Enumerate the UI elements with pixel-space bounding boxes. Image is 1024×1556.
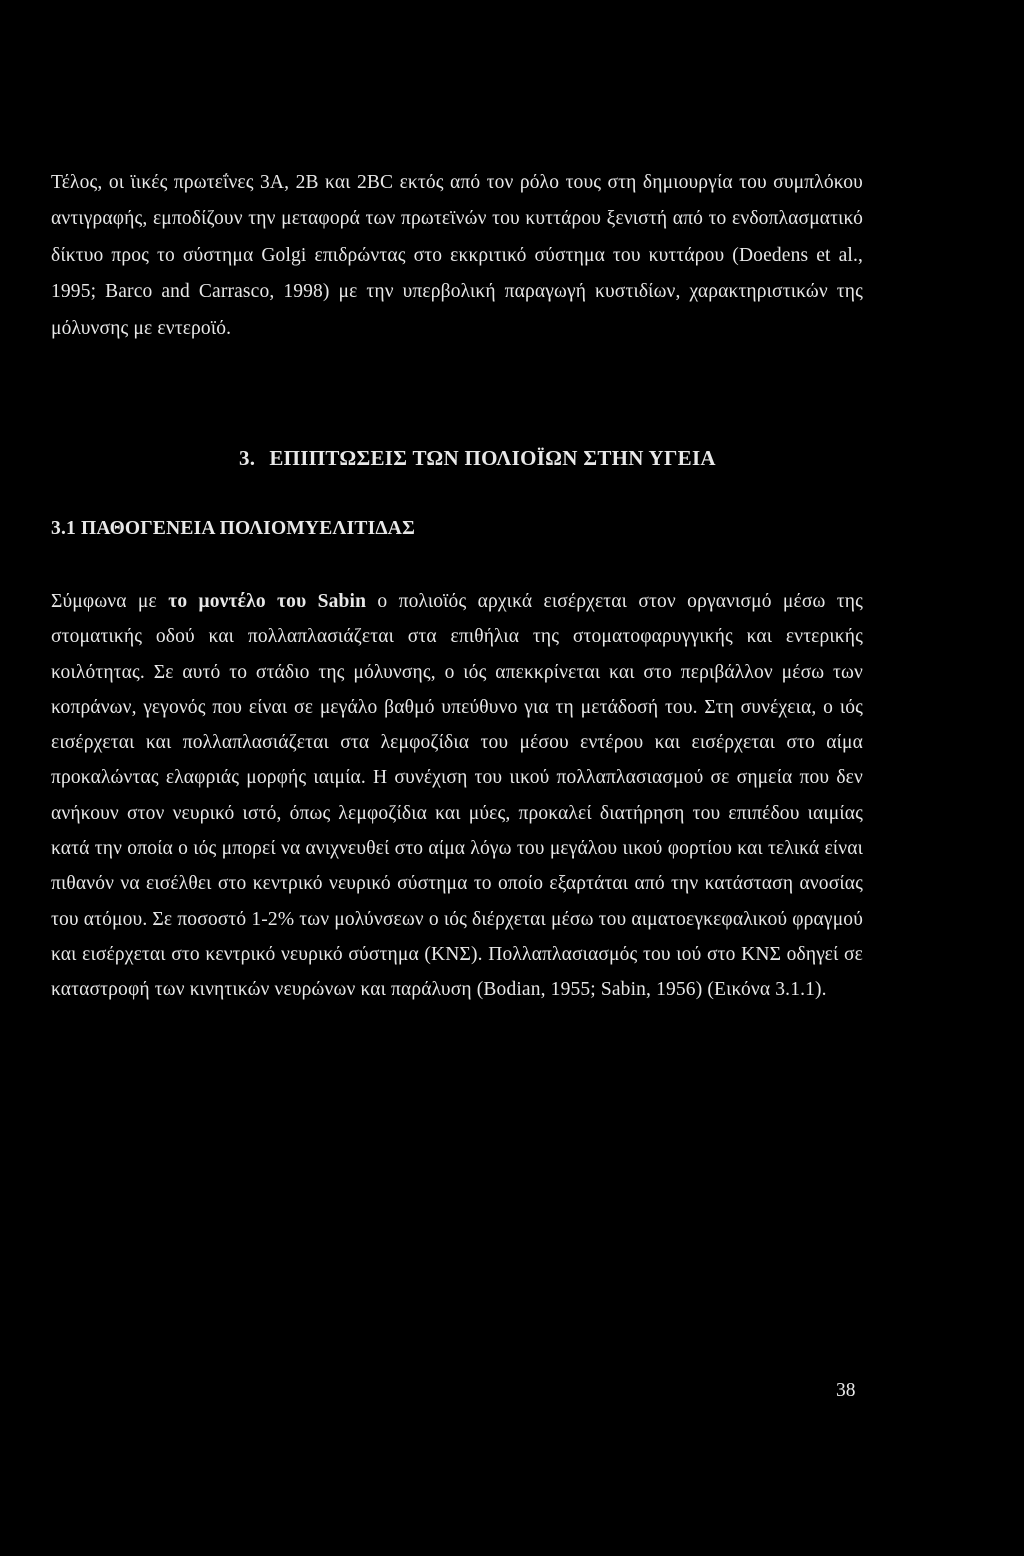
paragraph-body: ο πολιοϊός αρχικά εισέρχεται στον οργανισμό μέσω της στοματικής οδού και πολλαπλασιάζεται στα επιθήλια της στοματοφαρυγγικής και εντερικής κοιλότητας. Σε αυτό το στάδιο της μόλυνσης, ο ιός απεκκρίνεται και στο περιβάλλον μέσω των κοπράνων, γεγονός που είναι σε μεγάλο βαθμό υπεύθυνο για τη μετάδοσή του. Στη συνέχεια, ο ιός εισέρχεται και πολλαπλασιάζεται στα λεμφοζίδια του μέσου εντέρου και εισέρχεται στο αίμα προκαλώντας ελαφριάς μορφής ιαιμία. Η συνέχιση του ιικού πολλαπλασιασμού σε σημεία που δεν ανήκουν στον νευρικό ιστό, όπως λεμφοζίδια και μύες, προκαλεί διατήρηση του επιπέδου ιαιμίας κατά την οποία ο ιός μπορεί να ανιχνευθεί στο αίμα λόγω του μεγάλου ιικού φορτίου και τελικά είναι πιθανόν να εισέλθει στο κεντρικό νευρικό σύστημα το οποίο εξαρτάται από την κατάσταση ανοσίας του ατόμου. Σε ποσοστό 1-2% των μολύνσεων ο ιός διέρχεται μέσω του αιματοεγκεφαλικού φραγμού και εισέρχεται στο κεντρικό νευρικό σύστημα (ΚΝΣ). Πολλαπλασιασμός του ιού στο ΚΝΣ οδηγεί σε καταστροφή των κινητικών νευρώνων και παράλυση (Bodian, 1955; Sabin, 1956) (Εικόνα 3.1.1).: [51, 591, 864, 1001]
page-number: 38: [836, 1380, 856, 1401]
paragraph-lead: Σύμφωνα με: [51, 591, 169, 612]
sabin-model-phrase: το μοντέλο του Sabin: [168, 591, 367, 612]
section-heading: [239, 446, 716, 471]
intro-paragraph: Τέλος, οι ϊικές πρωτεΐνες 3Α, 2Β και 2ΒC εκτός από τον ρόλο τους στη δημιουργία του συμπλόκου αντιγραφής, εμποδίζουν την μεταφορά των πρωτεϊνών του κυττάρου ξενιστή από το ενδοπλασματικό δίκτυο προς το σύστημα Golgi επιδρώντας στο εκκριτικό σύστημα του κυττάρου (Doedens et al., 1995; Barco and Carrasco, 1998) με την υπερβολική παραγωγή κυστιδίων, χαρακτηριστικών της μόλυνσης με εντεροϊό.: [51, 172, 863, 339]
section-number: 3.: [239, 446, 256, 470]
subsection-heading: 3.1 ΠΑΘΟΓΕΝΕΙΑ ΠΟΛΙΟΜΥΕΛΙΤΙΔΑΣ: [51, 518, 416, 539]
section-title: ΕΠΙΠΤΩΣΕΙΣ ΤΩΝ ΠΟΛΙΟΪΩΝ ΣΤΗΝ ΥΓΕΙΑ: [269, 446, 716, 470]
pathogenesis-paragraph: [51, 584, 863, 1008]
